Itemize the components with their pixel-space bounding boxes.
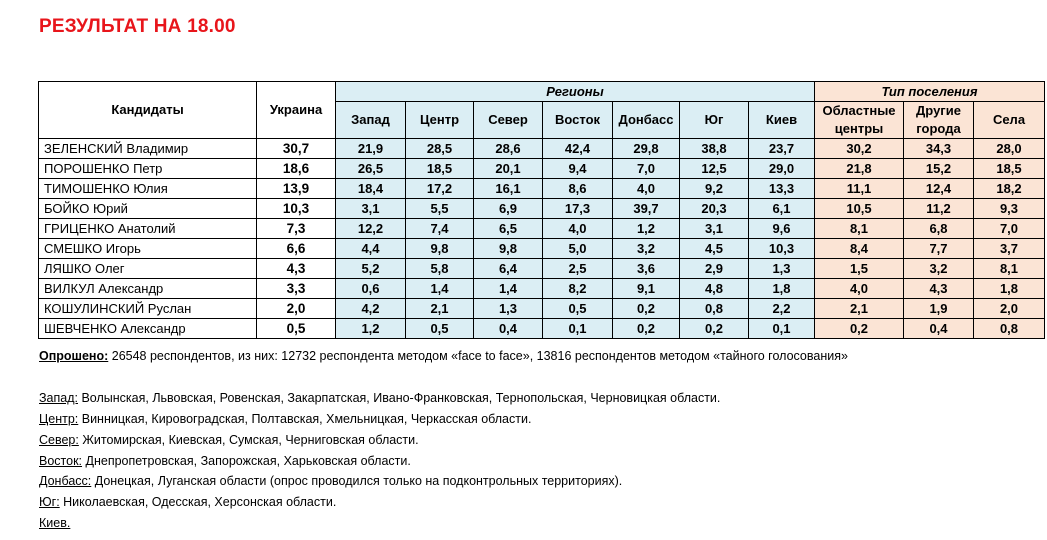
region-value: 0,2 <box>613 319 680 339</box>
settlement-value: 4,3 <box>904 279 974 299</box>
settlement-value: 30,2 <box>815 139 904 159</box>
table-row <box>39 219 1045 239</box>
region-value: 6,4 <box>474 259 543 279</box>
region-value: 10,3 <box>749 239 815 259</box>
region-value: 8,6 <box>543 179 613 199</box>
settlement-value: 18,5 <box>974 159 1045 179</box>
region-value: 0,2 <box>680 319 749 339</box>
region-value: 28,5 <box>406 139 474 159</box>
region-value: 0,6 <box>336 279 406 299</box>
region-value: 8,2 <box>543 279 613 299</box>
page-title: РЕЗУЛЬТАТ НА 18.00 <box>39 16 236 37</box>
region-value: 29,8 <box>613 139 680 159</box>
settlement-value: 4,0 <box>815 279 904 299</box>
region-note-label: Восток: <box>39 454 83 468</box>
settlement-value: 0,2 <box>815 319 904 339</box>
candidate-name: ТИМОШЕНКО Юлия <box>39 179 257 199</box>
region-value: 0,5 <box>543 299 613 319</box>
region-value: 7,4 <box>406 219 474 239</box>
ukraine-value: 3,3 <box>257 279 336 299</box>
settlement-type-line: города <box>916 121 961 136</box>
region-value: 26,5 <box>336 159 406 179</box>
region-note-text: Донецкая, Луганская области (опрос проводился только на подконтрольных территориях). <box>91 474 623 488</box>
region-value: 1,2 <box>613 219 680 239</box>
region-value: 9,2 <box>680 179 749 199</box>
settlement-value: 10,5 <box>815 199 904 219</box>
candidate-name: ГРИЦЕНКО Анатолий <box>39 219 257 239</box>
region-note-label: Юг: <box>39 495 60 509</box>
settlement-value: 3,7 <box>974 239 1045 259</box>
region-header: Киев <box>749 102 815 139</box>
region-value: 18,4 <box>336 179 406 199</box>
settlement-value: 34,3 <box>904 139 974 159</box>
region-value: 28,6 <box>474 139 543 159</box>
region-value: 18,5 <box>406 159 474 179</box>
table-row <box>39 199 1045 219</box>
region-note <box>39 474 622 488</box>
region-note <box>39 412 531 426</box>
region-note-text: Житомирская, Киевская, Сумская, Черниговская области. <box>78 433 419 447</box>
settlement-value: 1,5 <box>815 259 904 279</box>
region-value: 23,7 <box>749 139 815 159</box>
candidate-name: ЗЕЛЕНСКИЙ Владимир <box>39 139 257 159</box>
region-value: 5,8 <box>406 259 474 279</box>
region-value: 2,2 <box>749 299 815 319</box>
region-value: 6,1 <box>749 199 815 219</box>
settlement-value: 28,0 <box>974 139 1045 159</box>
settlement-header: Тип поселения <box>815 82 1045 102</box>
region-header: Север <box>474 102 543 139</box>
results-table <box>38 81 1045 339</box>
settlement-value: 0,8 <box>974 319 1045 339</box>
ukraine-value: 0,5 <box>257 319 336 339</box>
ukraine-value: 2,0 <box>257 299 336 319</box>
region-note-text: Волынская, Львовская, Ровенская, Закарпатская, Ивано-Франковская, Тернопольская, Черновицкая области. <box>78 391 721 405</box>
settlement-value: 0,4 <box>904 319 974 339</box>
region-note-label: Донбасс: <box>39 474 92 488</box>
region-value: 1,4 <box>406 279 474 299</box>
region-value: 3,1 <box>680 219 749 239</box>
region-value: 17,2 <box>406 179 474 199</box>
region-value: 2,9 <box>680 259 749 279</box>
poll-label: Опрошено: <box>39 349 109 363</box>
region-value: 4,4 <box>336 239 406 259</box>
settlement-value: 12,4 <box>904 179 974 199</box>
table-row <box>39 179 1045 199</box>
region-value: 2,5 <box>543 259 613 279</box>
settlement-value: 8,1 <box>974 259 1045 279</box>
settlement-type-header <box>815 102 904 139</box>
region-value: 4,0 <box>543 219 613 239</box>
candidate-name: ВИЛКУЛ Александр <box>39 279 257 299</box>
candidate-name: ЛЯШКО Олег <box>39 259 257 279</box>
region-value: 9,1 <box>613 279 680 299</box>
table-row <box>39 279 1045 299</box>
region-value: 9,8 <box>406 239 474 259</box>
table-row <box>39 299 1045 319</box>
region-value: 21,9 <box>336 139 406 159</box>
region-note <box>39 516 70 530</box>
region-value: 4,0 <box>613 179 680 199</box>
candidate-name: ПОРОШЕНКО Петр <box>39 159 257 179</box>
region-value: 0,1 <box>543 319 613 339</box>
region-value: 1,8 <box>749 279 815 299</box>
candidate-name: БОЙКО Юрий <box>39 199 257 219</box>
ukraine-value: 4,3 <box>257 259 336 279</box>
settlement-value: 7,0 <box>974 219 1045 239</box>
region-note-text: Николаевская, Одесская, Херсонская области. <box>59 495 337 509</box>
region-value: 5,5 <box>406 199 474 219</box>
settlement-value: 15,2 <box>904 159 974 179</box>
region-header: Центр <box>406 102 474 139</box>
poll-info <box>39 349 848 363</box>
ukraine-value: 30,7 <box>257 139 336 159</box>
region-value: 5,0 <box>543 239 613 259</box>
ukraine-value: 7,3 <box>257 219 336 239</box>
poll-text: 26548 респондентов, из них: 12732 респондента методом «face to face», 13816 респондентов методом «тайного голосования» <box>108 349 848 363</box>
candidate-name: ШЕВЧЕНКО Александр <box>39 319 257 339</box>
region-value: 4,2 <box>336 299 406 319</box>
settlement-type-line: Другие <box>916 103 961 118</box>
region-value: 1,3 <box>749 259 815 279</box>
region-value: 0,4 <box>474 319 543 339</box>
region-value: 16,1 <box>474 179 543 199</box>
region-value: 12,2 <box>336 219 406 239</box>
settlement-value: 11,2 <box>904 199 974 219</box>
region-value: 39,7 <box>613 199 680 219</box>
candidate-name: СМЕШКО Игорь <box>39 239 257 259</box>
region-value: 20,3 <box>680 199 749 219</box>
table-row <box>39 139 1045 159</box>
ukraine-value: 18,6 <box>257 159 336 179</box>
region-header: Юг <box>680 102 749 139</box>
settlement-value: 11,1 <box>815 179 904 199</box>
settlement-type-line: Села <box>992 112 1026 127</box>
settlement-type-header <box>974 102 1045 139</box>
candidates-header: Кандидаты <box>39 82 257 139</box>
table-row <box>39 319 1045 339</box>
settlement-value: 18,2 <box>974 179 1045 199</box>
region-value: 38,8 <box>680 139 749 159</box>
settlement-value: 8,1 <box>815 219 904 239</box>
region-note <box>39 495 336 509</box>
settlement-value: 6,8 <box>904 219 974 239</box>
settlement-type-header <box>904 102 974 139</box>
region-value: 2,1 <box>406 299 474 319</box>
region-value: 0,1 <box>749 319 815 339</box>
region-header: Донбасс <box>613 102 680 139</box>
region-note <box>39 433 419 447</box>
ukraine-value: 10,3 <box>257 199 336 219</box>
region-note-label: Запад: <box>39 391 78 405</box>
region-note-label: Киев. <box>39 516 71 530</box>
region-value: 7,0 <box>613 159 680 179</box>
region-note-label: Север: <box>39 433 79 447</box>
settlement-value: 21,8 <box>815 159 904 179</box>
table-row <box>39 159 1045 179</box>
region-value: 13,3 <box>749 179 815 199</box>
region-value: 1,4 <box>474 279 543 299</box>
region-value: 17,3 <box>543 199 613 219</box>
region-note <box>39 391 720 405</box>
settlement-value: 2,1 <box>815 299 904 319</box>
region-value: 6,5 <box>474 219 543 239</box>
ukraine-value: 13,9 <box>257 179 336 199</box>
candidate-name: КОШУЛИНСКИЙ Руслан <box>39 299 257 319</box>
settlement-value: 1,8 <box>974 279 1045 299</box>
settlement-value: 3,2 <box>904 259 974 279</box>
settlement-value: 8,4 <box>815 239 904 259</box>
region-value: 6,9 <box>474 199 543 219</box>
region-value: 0,5 <box>406 319 474 339</box>
region-value: 3,2 <box>613 239 680 259</box>
region-note-text: Днепропетровская, Запорожская, Харьковская области. <box>82 454 411 468</box>
region-value: 42,4 <box>543 139 613 159</box>
region-value: 29,0 <box>749 159 815 179</box>
table-row <box>39 239 1045 259</box>
settlement-value: 1,9 <box>904 299 974 319</box>
settlement-type-line: центры <box>834 121 884 136</box>
region-value: 9,6 <box>749 219 815 239</box>
region-value: 9,4 <box>543 159 613 179</box>
region-value: 1,3 <box>474 299 543 319</box>
settlement-value: 7,7 <box>904 239 974 259</box>
region-header: Запад <box>336 102 406 139</box>
ukraine-value: 6,6 <box>257 239 336 259</box>
region-value: 3,6 <box>613 259 680 279</box>
region-note <box>39 454 411 468</box>
settlement-type-line: Областные <box>822 103 896 118</box>
settlement-value: 9,3 <box>974 199 1045 219</box>
region-value: 12,5 <box>680 159 749 179</box>
table-row <box>39 259 1045 279</box>
region-value: 4,8 <box>680 279 749 299</box>
region-note-text: Винницкая, Кировоградская, Полтавская, Хмельницкая, Черкасская области. <box>78 412 532 426</box>
settlement-value: 2,0 <box>974 299 1045 319</box>
region-value: 5,2 <box>336 259 406 279</box>
region-value: 0,8 <box>680 299 749 319</box>
region-header: Восток <box>543 102 613 139</box>
ukraine-header: Украина <box>257 82 336 139</box>
region-value: 20,1 <box>474 159 543 179</box>
region-value: 9,8 <box>474 239 543 259</box>
region-value: 3,1 <box>336 199 406 219</box>
region-note-label: Центр: <box>39 412 79 426</box>
region-value: 1,2 <box>336 319 406 339</box>
region-value: 4,5 <box>680 239 749 259</box>
region-value: 0,2 <box>613 299 680 319</box>
regions-header: Регионы <box>336 82 815 102</box>
